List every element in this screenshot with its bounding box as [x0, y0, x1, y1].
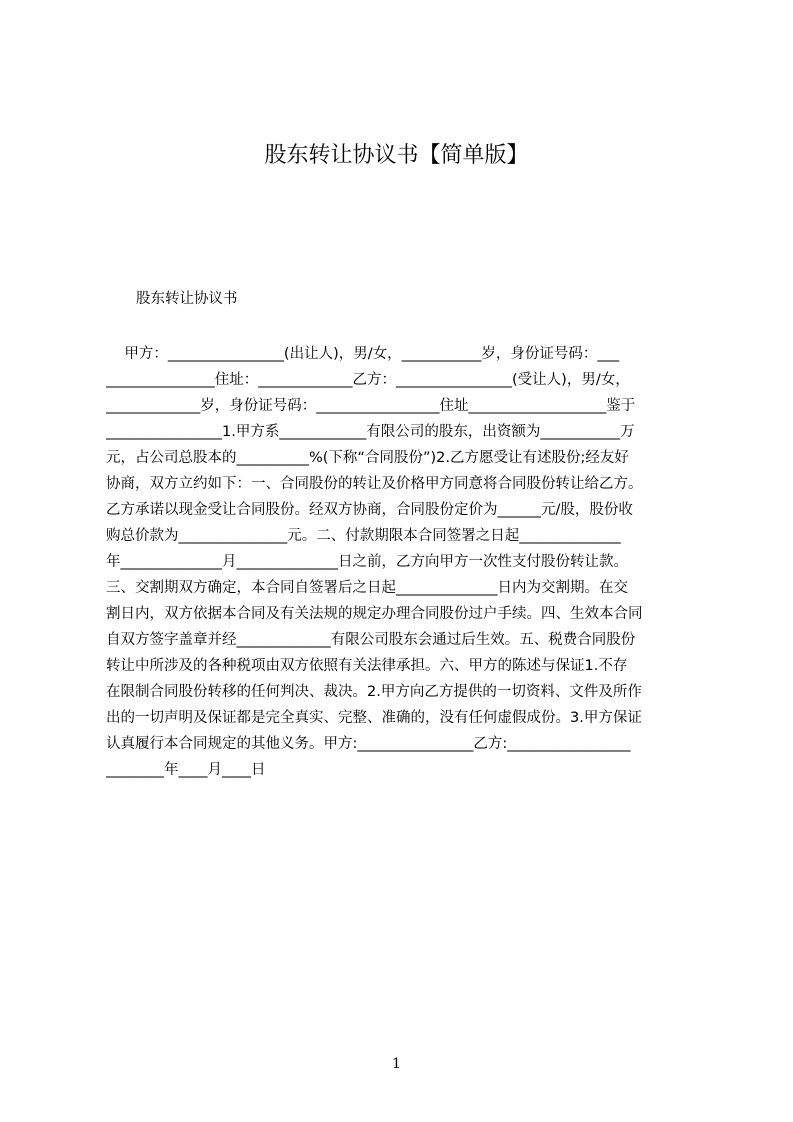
body-line: 协商，双方立约如下：一、合同股份的转让及价格甲方同意将合同股份转让给乙方。 — [106, 476, 643, 492]
document-title: 股东转让协议书【简单版】 — [264, 143, 529, 168]
body-line: 认真履行本合同规定的其他义务。甲方:________________乙方:_________________ — [106, 736, 631, 752]
body-line: _____________岁，身份证号码：_________________住址___________________鉴于 — [106, 398, 636, 414]
body-line: 转让中所涉及的各种税项由双方依照有关法律承担。六、甲方的陈述与保证1.不存 — [106, 658, 628, 674]
body-line: 三、交割期双方确定，本合同自签署后之日起______________日内为交割期。在交 — [106, 580, 628, 596]
body-line: 元，占公司总股本的__________%(下称“合同股份”)2.乙方愿受让有述股份;经友好 — [106, 450, 629, 466]
body-line: ________年____月____日 — [106, 762, 266, 778]
body-line: 割日内，双方依据本合同及有关法规的规定办理合同股份过户手续。四、生效本合同 — [106, 606, 643, 622]
body-line: _______________住址：_____________乙方：________________(受让人)，男/女， — [106, 372, 630, 388]
body-line: 自双方签字盖章并经_____________有限公司股东会通过后生效。五、税费合同股份 — [106, 632, 636, 648]
body-line: ________________1.甲方系____________有限公司的股东，出资额为___________万 — [106, 424, 635, 440]
page-number: 1 — [392, 1056, 401, 1072]
body-line: 乙方承诺以现金受让合同股份。经双方协商，合同股份定价为______元/股，股份收 — [106, 502, 633, 518]
body-line: 购总价款为_______________元。二、付款期限本合同签署之日起______________ — [106, 528, 621, 544]
document-subtitle: 股东转让协议书 — [136, 291, 238, 307]
body-line: 年______________月______________日之前，乙方向甲方一次性支付股份转让款。 — [106, 554, 628, 570]
body-line: 在限制合同股份转移的任何判决、裁决。2.甲方向乙方提供的一切资料、文件及所作 — [106, 684, 642, 700]
agreement-body — [106, 341, 699, 783]
body-line: 甲方：________________(出让人)，男/女，___________岁，身份证号码：___ — [106, 346, 620, 362]
body-line: 出的一切声明及保证都是完全真实、完整、准确的，没有任何虚假成份。3.甲方保证 — [106, 710, 642, 726]
